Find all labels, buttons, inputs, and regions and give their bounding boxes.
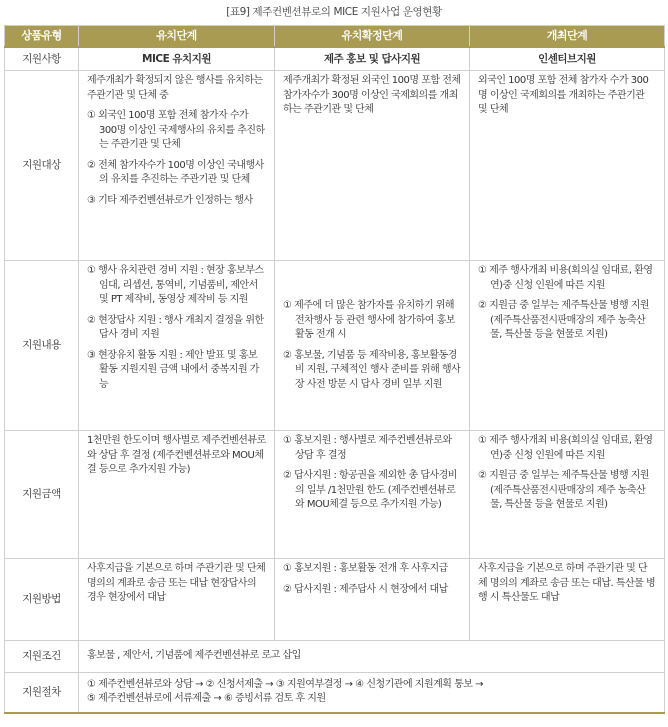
condition-row	[5, 641, 665, 673]
amount-confirmed-item-2: ② 답사지원 : 항공권을 제외한 총 답사경비의 일부 /1천만원 한도 (제주컨벤션뷰로와 MOU체결 등으로 추가지원 가능)	[283, 470, 457, 510]
support-type-hosting: 인센티브지원	[470, 47, 665, 71]
row-label-procedure: 지원절차	[5, 673, 79, 713]
content-confirmed	[275, 261, 470, 431]
procedure-line-2: ⑤ 제주컨벤션뷰로에 서류제출 → ⑥ 증빙서류 검토 후 지원	[87, 693, 326, 705]
amount-confirmed-item-1: ① 홍보지원 : 행사별로 제주컨벤션뷰로와 상담 후 결정	[283, 435, 452, 461]
target-bidding-intro: 제주개최가 확정되지 않은 행사를 유치하는 주관기관 및 단체 중	[87, 75, 263, 101]
header-row	[5, 26, 665, 48]
amount-hosting-item-2: ② 지원금 중 일부는 제주특산물 병행 지원 (제주특산품전시판매장의 제주 농축산물, 특산물 등을 현물로 지원)	[478, 470, 650, 510]
content-bidding-item-3: ③ 현장유치 활동 지원 : 제안 발표 및 홍보활동 지원지원 금액 내에서 중복지원 가능	[87, 349, 259, 390]
row-label-target: 지원대상	[5, 71, 79, 261]
content-row	[5, 261, 665, 431]
method-bidding	[79, 559, 275, 641]
amount-row	[5, 431, 665, 559]
target-hosting	[470, 71, 665, 261]
table-caption: [표9] 제주컨벤션뷰로의 MICE 지원사업 운영현황	[226, 6, 442, 18]
method-bidding-text: 사후지급을 기본으로 하며 주관기관 및 단체 명의의 계좌로 송금 또는 대납 현장답사의 경우 현장에서 대납	[87, 563, 266, 603]
row-label-method: 지원방법	[5, 559, 79, 641]
content-bidding	[79, 261, 275, 431]
method-confirmed-item-2: ② 답사지원 : 제주답사 시 현장에서 대납	[283, 583, 448, 595]
method-confirmed-item-1: ① 홍보지원 : 홍보활동 전개 후 사후지급	[283, 563, 448, 574]
mice-support-table	[4, 25, 665, 714]
procedure-row	[5, 673, 665, 713]
amount-hosting-item-1: ① 제주 행사개최 비용(회의실 임대료, 환영연)중 신청 인원에 따른 지원	[478, 435, 653, 461]
content-hosting	[470, 261, 665, 431]
content-bidding-item-1: ① 행사 유치관련 경비 지원 : 현장 홍보부스 임대, 리셉션, 통역비, 기념품비, 제안서 및 PT 제작비, 동영상 제작비 등 지원	[87, 265, 264, 305]
method-hosting	[470, 559, 665, 641]
amount-bidding	[79, 431, 275, 559]
header-confirmed-stage: 유치확정단계	[275, 26, 470, 48]
target-bidding-item-1: ① 외국인 100명 포함 전체 참가자 수가 300명 이상인 국제행사의 유치를 추진하는 주관기관 및 단체	[87, 110, 265, 150]
target-confirmed	[275, 71, 470, 261]
content-hosting-item-2: ② 지원금 중 일부는 제주특산물 병행 지원 (제주특산품전시판매장의 제주 농축산물, 특산물 등을 현물로 지원)	[478, 300, 650, 340]
target-bidding-item-3: ③ 기타 제주컨벤션뷰로가 인정하는 행사	[87, 194, 253, 206]
header-product-type: 상품유형	[5, 26, 79, 48]
content-hosting-item-1: ① 제주 행사개최 비용(회의실 임대료, 환영연)중 신청 인원에 따른 지원	[478, 265, 653, 291]
amount-bidding-text: 1천만원 한도이며 행사별로 제주컨벤션뷰로와 상담 후 결정 (제주컨벤션뷰로와 MOU체결 등으로 추가지원 가능)	[87, 435, 266, 475]
target-hosting-text: 외국인 100명 포함 전체 참가자 수가 300명 이상인 국제회의를 개최하는 주관기관 및 단체	[478, 75, 649, 115]
row-label-amount: 지원금액	[5, 431, 79, 559]
method-row	[5, 559, 665, 641]
target-row	[5, 71, 665, 261]
content-confirmed-item-2: ② 홍보물, 기념품 등 제작비용, 홍보활동경비 지원, 구체적인 행사 준비를 위해 행사장 사전 방문 시 답사 경비 일부 지원	[283, 349, 461, 390]
amount-confirmed	[275, 431, 470, 559]
procedure-steps	[79, 673, 665, 713]
method-confirmed	[275, 559, 470, 641]
target-confirmed-text: 제주개최가 확정된 외국인 100명 포함 전체 참가자수가 300명 이상인 국제회의를 개최하는 주관기관 및 단체	[283, 75, 461, 115]
header-hosting-stage: 개최단계	[470, 26, 665, 48]
method-hosting-text: 사후지급을 기본으로 하며 주관기관 및 단체 명의의 계좌로 송금 또는 대납. 특산물 병행 시 특산물도 대납	[478, 563, 656, 603]
row-label-condition: 지원조건	[5, 641, 79, 673]
header-bidding-stage: 유치단계	[79, 26, 275, 48]
target-bidding-item-2: ② 전체 참가자수가 100명 이상인 국내행사의 유치를 추진하는 주관기관 및 단체	[87, 159, 264, 185]
support-type-confirmed: 제주 홍보 및 답사지원	[275, 47, 470, 71]
condition-text: 홍보물 , 제안서, 기념품에 제주컨벤션뷰로 로고 삽입	[79, 641, 665, 673]
content-bidding-item-2: ② 현장답사 지원 : 행사 개최지 결정을 위한 답사 경비 지원	[87, 314, 264, 340]
procedure-line-1: ① 제주컨벤션뷰로와 상담 → ② 신청서제출 → ③ 지원여부결정 → ④ 신청기관에 지원계획 통보 →	[87, 678, 483, 690]
target-bidding	[79, 71, 275, 261]
row-label-support-type: 지원사항	[5, 47, 79, 71]
content-confirmed-item-1: ① 제주에 더 많은 참가자를 유치하기 위해 전차행사 등 관련 행사에 참가하여 홍보 활동 전개 시	[283, 300, 455, 340]
support-type-row	[5, 47, 665, 71]
row-label-content: 지원내용	[5, 261, 79, 431]
support-type-bidding: MICE 유치지원	[79, 47, 275, 71]
amount-hosting	[470, 431, 665, 559]
